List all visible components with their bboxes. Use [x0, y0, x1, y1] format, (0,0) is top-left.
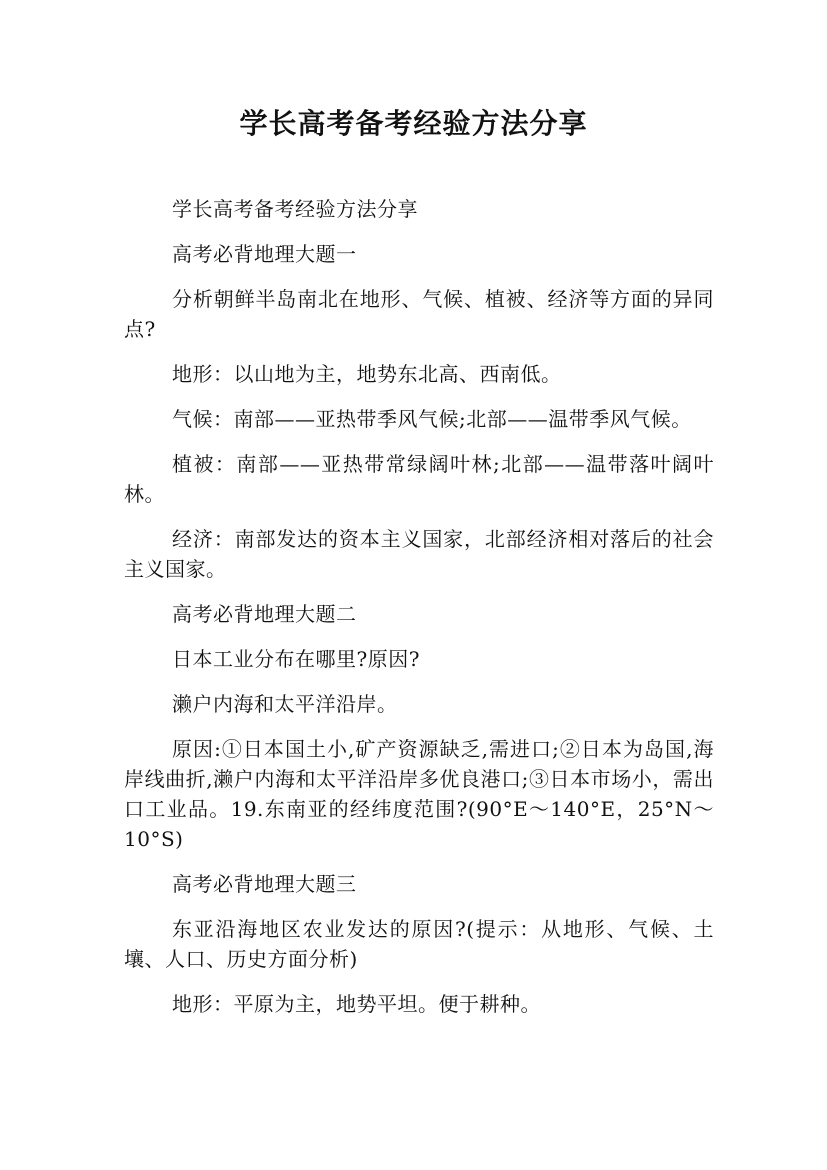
section-heading-1: 高考必背地理大题一: [172, 242, 357, 266]
paragraph: 地形：以山地为主，地势东北高、西南低。: [172, 362, 562, 386]
paragraph: 东亚沿海地区农业发达的原因?(提示：从地形、气候、土壤、人口、历史方面分析): [124, 917, 714, 971]
paragraph: 学长高考备考经验方法分享: [172, 197, 418, 221]
paragraph: 经济：南部发达的资本主义国家，北部经济相对落后的社会主义国家。: [124, 527, 714, 581]
paragraph: 分析朝鲜半岛南北在地形、气候、植被、经济等方面的异同点?: [124, 287, 714, 341]
document-body: [124, 194, 714, 1034]
section-heading-3: 高考必背地理大题三: [172, 872, 357, 896]
paragraph: 日本工业分布在哪里?原因?: [172, 647, 420, 671]
paragraph: 植被：南部——亚热带常绿阔叶林;北部——温带落叶阔叶林。: [124, 452, 714, 506]
section-heading-2: 高考必背地理大题二: [172, 602, 357, 626]
paragraph: 原因:①日本国土小,矿产资源缺乏,需进口;②日本为岛国,海岸线曲折,濑户内海和太平洋沿岸多优良港口;③日本市场小，需出口工业品。19.东南亚的经纬度范围?(90°E～140°E，25°N～10°S): [124, 737, 714, 851]
paragraph: 气候：南部——亚热带季风气候;北部——温带季风气候。: [172, 407, 692, 431]
document-title: 学长高考备考经验方法分享: [239, 107, 588, 140]
paragraph: 濑户内海和太平洋沿岸。: [172, 692, 398, 716]
paragraph: 地形：平原为主，地势平坦。便于耕种。: [172, 992, 541, 1016]
